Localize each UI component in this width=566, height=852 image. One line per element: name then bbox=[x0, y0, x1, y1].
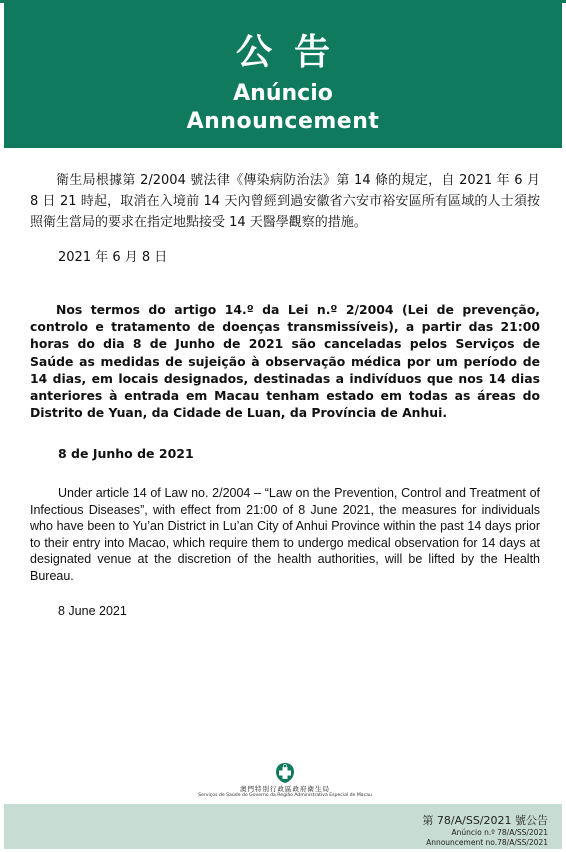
title-chinese: 公告 bbox=[235, 32, 352, 73]
announcement-header bbox=[4, 3, 562, 148]
chinese-paragraph: 衛生局根據第 2/2004 號法律《傳染病防治法》第 14 條的規定，自 2021 年 6 月 8 日 21 時起，取消在入境前 14 天內曾經到過安徽省六安市裕安區所有區域的人士須按照衛生當局的要求在指定地點接受 14 天醫學觀察的措施。 bbox=[30, 173, 540, 230]
chinese-date: 2021 年 6 月 8 日 bbox=[58, 250, 168, 265]
portuguese-date: 8 de Junho de 2021 bbox=[58, 446, 194, 461]
health-bureau-emblem-icon bbox=[274, 762, 296, 784]
footer-band bbox=[4, 804, 562, 849]
reference-number-english: Announcement no.78/A/SS/2021 bbox=[426, 838, 548, 847]
english-paragraph: Under article 14 of Law no. 2/2004 – “Law on the Prevention, Control and Treatment of Infectious Diseases”, with effect from 21:00 of 8 June 2021, the measures for individuals who have been to Yu’an District in Lu’an City of Anhui Province within the past 14 days prior to their entry into Macao, which require them to undergo medical observation for 14 days at designated venue at the discretion of the health authorities, will be lifted by the Health Bureau. bbox=[30, 486, 540, 583]
reference-number-chinese: 第 78/A/SS/2021 號公告 bbox=[422, 814, 548, 827]
organization-name-portuguese: Serviços de Saúde do Governo da Região Administrativa Especial de Macau bbox=[198, 793, 372, 798]
title-portuguese: Anúncio bbox=[233, 81, 333, 106]
organization-name-chinese: 澳門特別行政區政府衛生局 bbox=[240, 785, 330, 793]
english-date: 8 June 2021 bbox=[58, 604, 127, 618]
reference-number-portuguese: Anúncio n.º 78/A/SS/2021 bbox=[451, 828, 548, 837]
title-english: Announcement bbox=[186, 109, 380, 134]
portuguese-paragraph: Nos termos do artigo 14.º da Lei n.º 2/2004 (Lei de prevenção, controlo e tratamento de doenças transmissíveis), a partir das 21:00 horas do dia 8 de Junho de 2021 são canceladas pelos Serviços de Saúde as medidas de sujeição à observação médica por um período de 14 dias, em locais designados, destinadas a indivíduos que nos 14 dias anteriores à entrada em Macau tenham estado em todas as áreas do Distrito de Yuan, da Cidade de Luan, da Província de Anhui. bbox=[30, 302, 540, 421]
